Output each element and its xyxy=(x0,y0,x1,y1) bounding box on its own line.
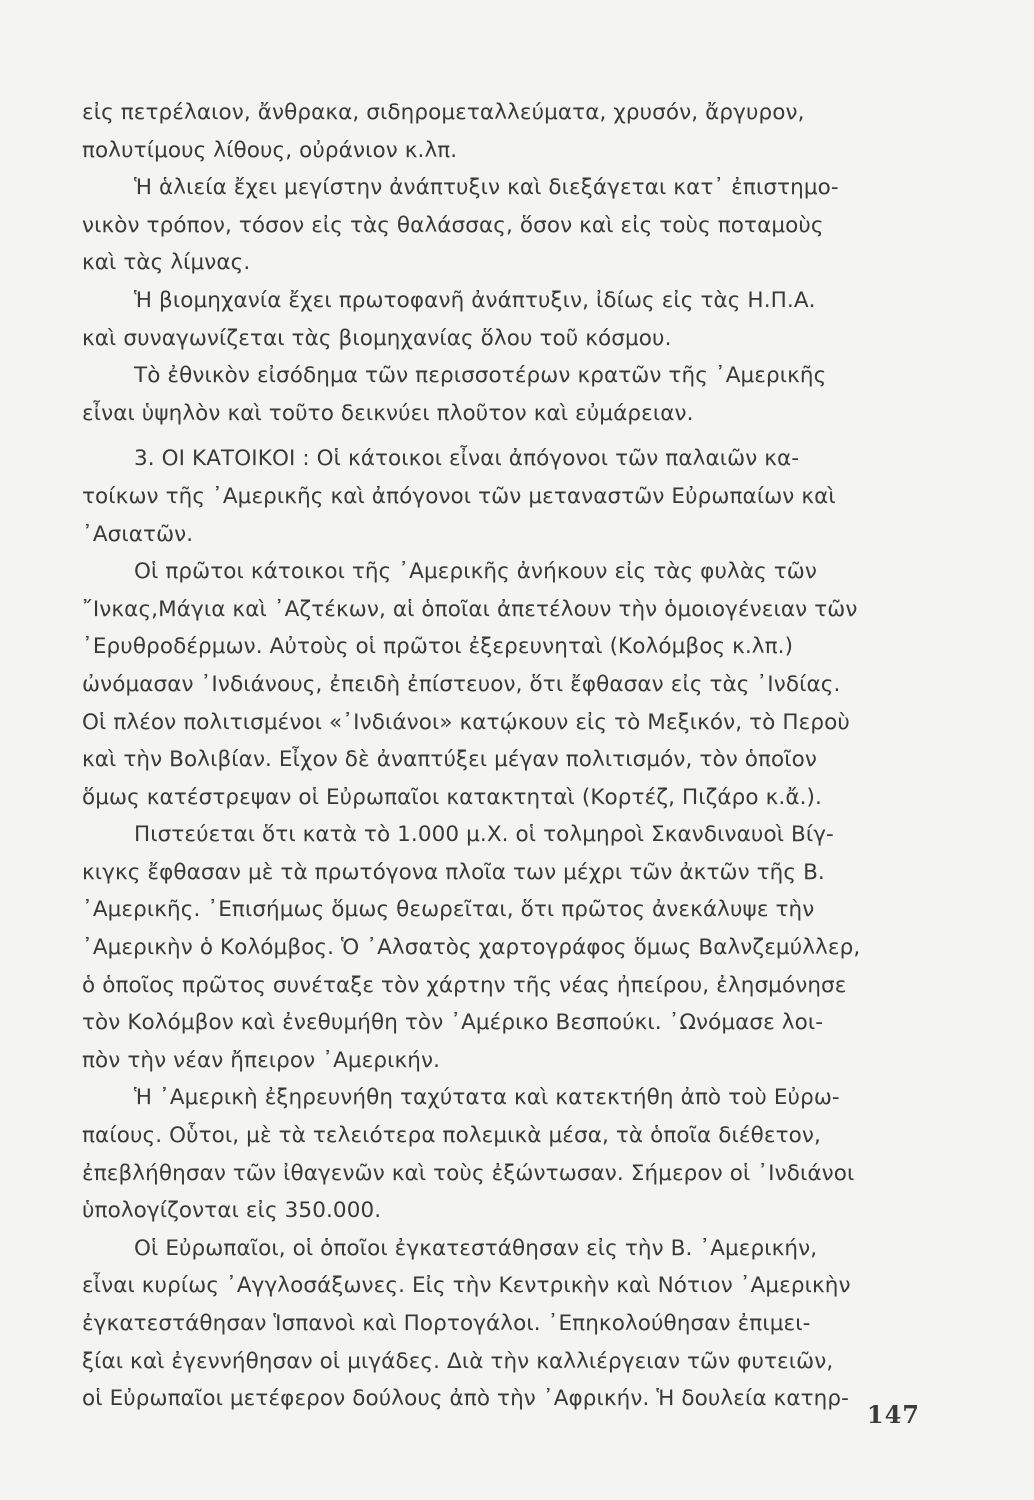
text-line: οἱ Εὐρωπαῖοι μετέφερον δούλους ἀπὸ τὴν ᾽Αφρικήν. Ἡ δουλεία κατηρ- xyxy=(82,1386,849,1412)
text-line: ᾽Αμερικῆς. ᾽Επισήμως ὅμως θεωρεῖται, ὅτι πρῶτος ἀνεκάλυψε τὴν xyxy=(82,897,815,923)
text-line: ὠνόμασαν ᾽Ινδιάνους, ἐπειδὴ ἐπίστευον, ὅτι ἔφθασαν εἰς τὰς ᾽Ινδίας. xyxy=(82,671,841,697)
text-line: τοίκων τῆς ᾽Αμερικῆς καὶ ἀπόγονοι τῶν μεταναστῶν Εὐρωπαίων καὶ xyxy=(82,483,836,509)
text-line: Τὸ ἐθνικὸν εἰσόδημα τῶν περισσοτέρων κρατῶν τῆς ᾽Αμερικῆς xyxy=(134,363,827,389)
text-line: τὸν Κολόμβον καὶ ἐνεθυμήθη τὸν ᾽Αμέρικο Βεσπούκι. ᾽Ωνόμασε λοι- xyxy=(82,1010,824,1036)
text-line: ὁ ὁποῖος πρῶτος συνέταξε τὸν χάρτην τῆς νέας ἠπείρου, ἐλησμόνησε xyxy=(82,972,847,998)
text-line: εἶναι κυρίως ᾽Αγγλοσάξωνες. Εἰς τὴν Κεντρικὴν καὶ Νότιον ᾽Αμερικὴν xyxy=(82,1273,851,1299)
text-line: παίους. Οὗτοι, μὲ τὰ τελειότερα πολεμικὰ μέσα, τὰ ὁποῖα διέθετον, xyxy=(82,1123,821,1149)
text-line: νικὸν τρόπον, τόσον εἰς τὰς θαλάσσας, ὅσον καὶ εἰς τοὺς ποταμοὺς xyxy=(82,212,824,238)
text-line: ὅμως κατέστρεψαν οἱ Εὐρωπαῖοι κατακτηταὶ (Κορτέζ, Πιζάρο κ.ἄ.). xyxy=(82,784,822,810)
text-line: καὶ συναγωνίζεται τὰς βιομηχανίας ὅλου τοῦ κόσμου. xyxy=(82,325,672,351)
text-line: Ἡ ᾽Αμερικὴ ἐξηρευνήθη ταχύτατα καὶ κατεκτήθη ἀπὸ τοὺ Εὐρω- xyxy=(134,1085,840,1111)
paragraph-gap xyxy=(82,432,930,440)
text-line: καὶ τὴν Βολιβίαν. Εἶχον δὲ ἀναπτύξει μέγαν πολιτισμόν, τὸν ὁποῖον xyxy=(82,747,818,773)
text-line: εἶναι ὑψηλὸν καὶ τοῦτο δεικνύει πλοῦτον καὶ εὐμάρειαν. xyxy=(82,400,694,426)
text-line: ξίαι καὶ ἐγεννήθησαν οἱ μιγάδες. Διὰ τὴν καλλιέργειαν τῶν φυτειῶν, xyxy=(82,1348,834,1374)
text-line: ᾽Ασιατῶν. xyxy=(82,521,194,547)
text-line: ῎Ινκας,Μάγια καὶ ᾽Αζτέκων, αἱ ὁποῖαι ἀπετέλουν τὴν ὁμοιογένειαν τῶν xyxy=(82,596,858,622)
text-line: Οἱ Εὐρωπαῖοι, οἱ ὁποῖοι ἐγκατεστάθησαν εἰς τὴν Β. ᾽Αμερικήν, xyxy=(134,1235,818,1261)
text-line: ᾽Ερυθροδέρμων. Αὐτοὺς οἱ πρῶτοι ἐξερευνηταὶ (Κολόμβος κ.λπ.) xyxy=(82,634,794,660)
text-line: ᾽Αμερικὴν ὁ Κολόμβος. Ὁ ᾽Αλσατὸς χαρτογράφος ὅμως Βαλνζεμύλλερ, xyxy=(82,935,861,961)
text-line: καὶ τὰς λίμνας. xyxy=(82,250,251,276)
text-line: κιγκς ἔφθασαν μὲ τὰ πρωτόγονα πλοῖα των μέχρι τῶν ἀκτῶν τῆς Β. xyxy=(82,859,825,885)
text-line: Οἱ πρῶτοι κάτοικοι τῆς ᾽Αμερικῆς ἀνήκουν εἰς τὰς φυλὰς τῶν xyxy=(134,559,818,585)
text-line: ἐπεβλήθησαν τῶν ἰθαγενῶν καὶ τοὺς ἐξώντωσαν. Σήμερον οἱ ᾽Ινδιάνοι xyxy=(82,1160,855,1186)
text-line: εἰς πετρέλαιον, ἄνθρακα, σιδηρομεταλλεύματα, χρυσόν, ἄργυρον, xyxy=(82,100,805,125)
text-line: ὑπολογίζονται εἰς 350.000. xyxy=(82,1198,382,1224)
text-line: Ἡ βιομηχανία ἔχει πρωτοφανῆ ἀνάπτυξιν, ἰδίως εἰς τὰς Η.Π.Α. xyxy=(134,287,816,313)
text-line: ἐγκατεστάθησαν Ἱσπανοὶ καὶ Πορτογάλοι. ᾽Επηκολούθησαν ἐπιμει- xyxy=(82,1311,811,1336)
text-line: 3. ΟΙ ΚΑΤΟΙΚΟΙ : Οἱ κάτοικοι εἶναι ἀπόγονοι τῶν παλαιῶν κα- xyxy=(134,446,800,472)
text-line: Ἡ ἁλιεία ἔχει μεγίστην ἀνάπτυξιν καὶ διεξάγεται κατ᾽ ἐπιστημο- xyxy=(134,175,839,201)
text-line: πολυτίμους λίθους, οὐράνιον κ.λπ. xyxy=(82,137,458,163)
body-text xyxy=(82,94,930,1418)
text-line: πὸν τὴν νέαν ἤπειρον ᾽Αμερικήν. xyxy=(82,1047,441,1073)
text-line: Πιστεύεται ὅτι κατὰ τὸ 1.000 μ.Χ. οἱ τολμηροὶ Σκανδιναυοὶ Βίγ- xyxy=(134,822,834,848)
text-line: Οἱ πλέον πολιτισμένοι «᾽Ινδιάνοι» κατῴκουν εἰς τὸ Μεξικόν, τὸ Περοὺ xyxy=(82,709,850,735)
page-number: 147 xyxy=(866,1400,920,1429)
